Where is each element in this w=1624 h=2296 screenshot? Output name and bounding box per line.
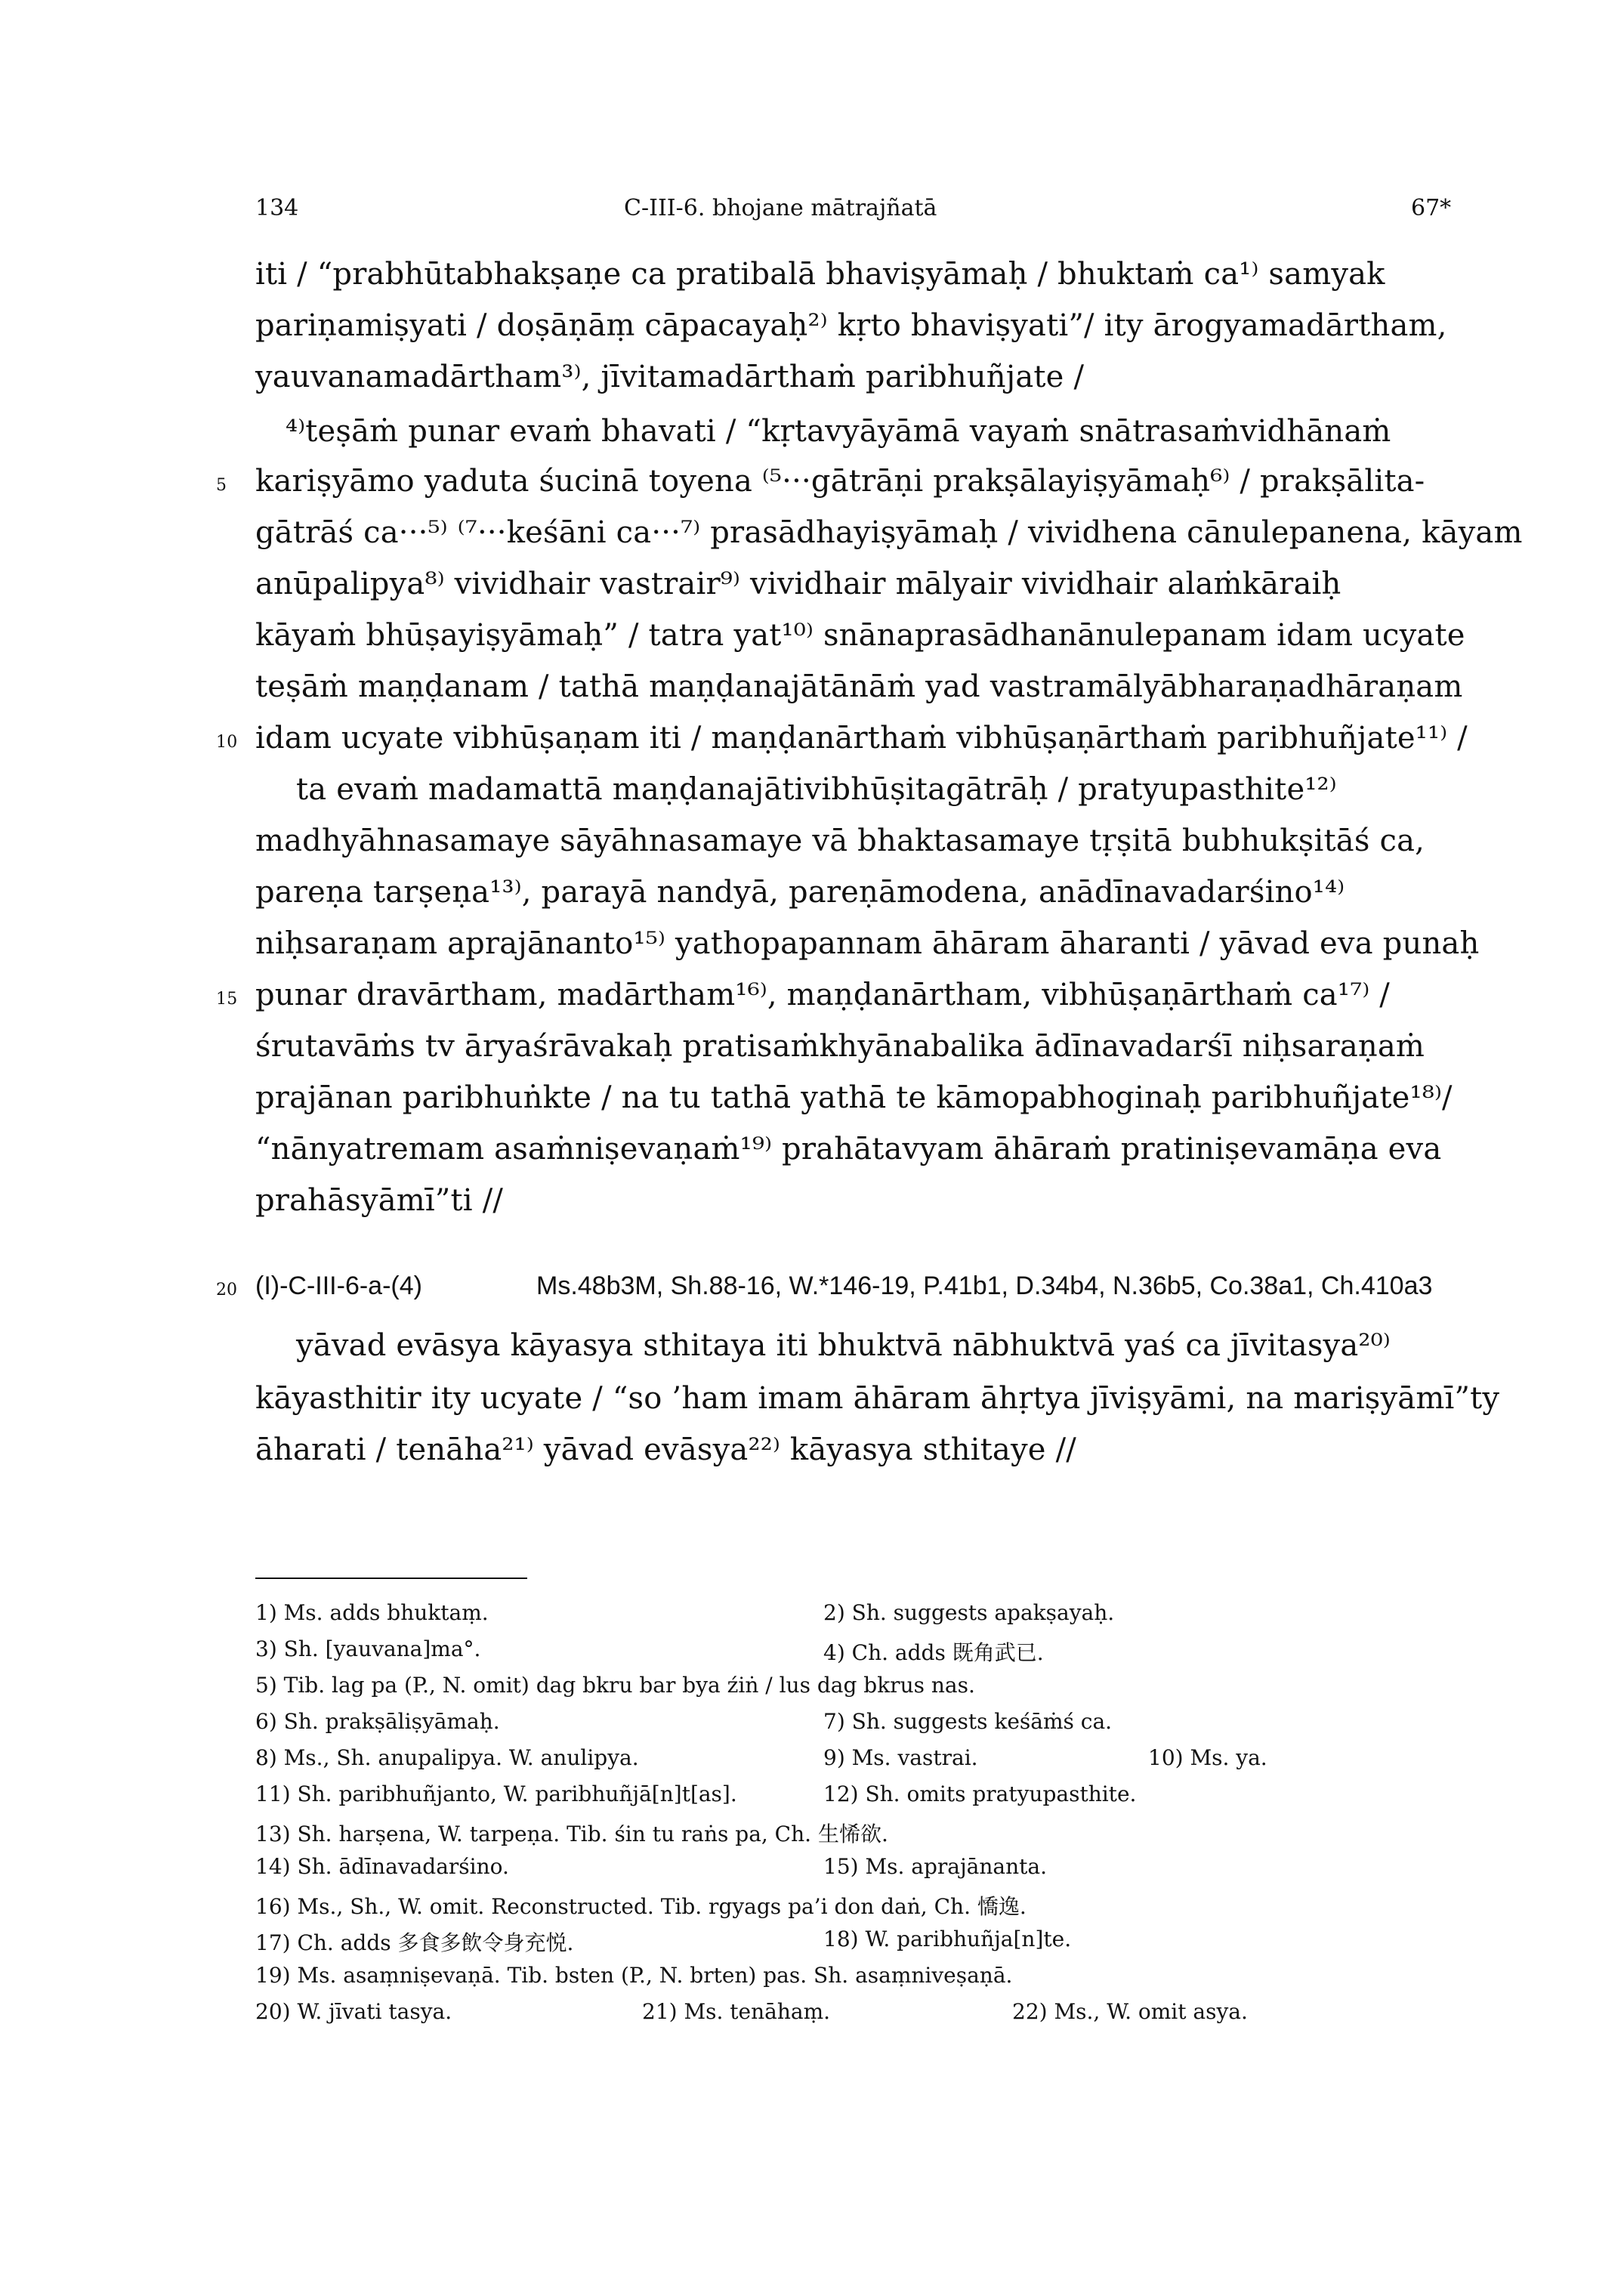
text-line: yāvad evāsya kāyasya sthitaya iti bhuktvā nābhuktvā yaś ca jīvitasya²⁰⁾: [296, 1328, 1391, 1363]
text-line: pareṇa tarṣeṇa¹³⁾, parayā nandyā, pareṇāmodena, anādīnavadarśino¹⁴⁾: [255, 875, 1345, 910]
line-number: 5: [216, 476, 227, 495]
footnote: 17) Ch. adds 多食多飲令身充悦.: [255, 1930, 574, 1955]
text-line: ta evaṁ madamattā maṇḍanajātivibhūṣitagātrāḥ / pratyupasthite¹²⁾: [296, 772, 1337, 807]
text-line: kariṣyāmo yaduta śucinā toyena ⁽⁵···gātrāṇi prakṣālayiṣyāmaḥ⁶⁾ / prakṣālita-: [255, 464, 1425, 499]
text-line: madhyāhnasamaye sāyāhnasamaye vā bhaktasamaye tṛṣitā bubhukṣitāś ca,: [255, 824, 1425, 858]
text-line-wrap: [216, 978, 1390, 1012]
text-line: iti / “prabhūtabhakṣaṇe ca pratibalā bhaviṣyāmaḥ / bhuktaṁ ca¹⁾ samyak: [255, 257, 1385, 292]
footnote: 11) Sh. paribhuñjanto, W. paribhuñjā[n]t[as].: [255, 1781, 737, 1806]
line-number: 15: [216, 990, 238, 1009]
page-number: 134: [255, 195, 299, 221]
footnote: 14) Sh. ādīnavadarśino.: [255, 1854, 509, 1879]
footnote: 1) Ms. adds bhuktaṃ.: [255, 1600, 489, 1625]
footnote: 12) Sh. omits pratyupasthite.: [823, 1781, 1137, 1806]
text-line: punar dravārtham, madārtham¹⁶⁾, maṇḍanārtham, vibhūṣaṇārthaṁ ca¹⁷⁾ /: [255, 978, 1390, 1012]
footnote: 7) Sh. suggests keśāṁś ca.: [823, 1709, 1113, 1734]
text-line: śrutavāṁs tv āryaśrāvakaḥ pratisaṁkhyānabalika ādīnavadarśī niḥsaraṇaṁ: [255, 1029, 1425, 1064]
text-line: idam ucyate vibhūṣaṇam iti / maṇḍanārthaṁ vibhūṣaṇārthaṁ paribhuñjate¹¹⁾ /: [255, 721, 1468, 756]
text-line: ⁴⁾teṣāṁ punar evaṁ bhavati / “kṛtavyāyāmā vayaṁ snātrasaṁvidhānaṁ: [286, 414, 1391, 449]
section-label: (I)-C-III-6-a-(4): [255, 1272, 422, 1300]
line-number: 10: [216, 733, 238, 752]
footnote: 3) Sh. [yauvana]ma°.: [255, 1636, 481, 1661]
text-line: prajānan paribhuṅkte / na tu tathā yathā te kāmopabhoginaḥ paribhuñjate¹⁸⁾/: [255, 1080, 1453, 1115]
footnote: 13) Sh. harṣena, W. tarpeṇa. Tib. śin tu raṅs pa, Ch. 生悕欲.: [255, 1822, 888, 1846]
section-label-wrap: [216, 1272, 422, 1301]
footnote: 21) Ms. tenāhaṃ.: [642, 1999, 831, 2024]
text-line: kāyasthitir ity ucyate / “so ’ham imam āhāram āhṛtya jīviṣyāmi, na mariṣyāmī”ty: [255, 1381, 1500, 1416]
running-title: C-III-6. bhojane mātrajñatā: [624, 195, 937, 221]
text-line: yauvanamadārtham³⁾, jīvitamadārthaṁ paribhuñjate /: [255, 360, 1085, 394]
footnote: 6) Sh. prakṣāliṣyāmaḥ.: [255, 1709, 500, 1734]
text-line: teṣāṁ maṇḍanam / tathā maṇḍanajātānāṁ yad vastramālyābharaṇadhāraṇam: [255, 669, 1463, 704]
footnote: 8) Ms., Sh. anupalipya. W. anulipya.: [255, 1745, 639, 1770]
text-line: niḥsaraṇam aprajānanto¹⁵⁾ yathopapannam āhāram āharanti / yāvad eva punaḥ: [255, 926, 1480, 961]
text-line: pariṇamiṣyati / doṣāṇāṃ cāpacayaḥ²⁾ kṛto bhaviṣyati”/ ity ārogyamadārtham,: [255, 308, 1447, 343]
footnote: 10) Ms. ya.: [1148, 1745, 1267, 1770]
footnote: 2) Sh. suggests apakṣayaḥ.: [823, 1600, 1115, 1625]
footnote: 9) Ms. vastrai.: [823, 1745, 978, 1770]
text-line: prahāsyāmī”ti //: [255, 1183, 504, 1218]
footnote: 16) Ms., Sh., W. omit. Reconstructed. Tib. rgyags pa’i don daṅ, Ch. 憍逸.: [255, 1894, 1027, 1919]
footnote: 5) Tib. lag pa (P., N. omit) dag bkru bar bya źiṅ / lus dag bkrus nas.: [255, 1673, 975, 1698]
footnote: 22) Ms., W. omit asya.: [1012, 1999, 1248, 2024]
footnote: 20) W. jīvati tasya.: [255, 1999, 452, 2024]
line-number: 20: [216, 1281, 237, 1299]
footnote-divider: [255, 1578, 527, 1579]
footnote: 15) Ms. aprajānanta.: [823, 1854, 1047, 1879]
text-line: anūpalipya⁸⁾ vividhair vastrair⁹⁾ vividhair mālyair vividhair alaṁkāraiḥ: [255, 567, 1341, 601]
footnote: 18) W. paribhuñja[n]te.: [823, 1927, 1072, 1951]
text-line-wrap: [216, 721, 1468, 756]
text-line: gātrāś ca···⁵⁾ ⁽⁷···keśāni ca···⁷⁾ prasādhayiṣyāmaḥ / vividhena cānulepanena, kāyam: [255, 515, 1523, 550]
section-references: Ms.48b3M, Sh.88-16, W.*146-19, P.41b1, D.34b4, N.36b5, Co.38a1, Ch.410a3: [536, 1272, 1433, 1300]
folio-number: 67*: [1411, 195, 1452, 221]
footnote: 4) Ch. adds 既角武已.: [823, 1640, 1044, 1665]
text-line-wrap: [216, 464, 1425, 499]
text-line: kāyaṁ bhūṣayiṣyāmaḥ” / tatra yat¹⁰⁾ snānaprasādhanānulepanam idam ucyate: [255, 618, 1465, 653]
text-line: “nānyatremam asaṁniṣevaṇaṁ¹⁹⁾ prahātavyam āhāraṁ pratiniṣevamāṇa eva: [255, 1132, 1442, 1167]
text-line: āharati / tenāha²¹⁾ yāvad evāsya²²⁾ kāyasya sthitaye //: [255, 1432, 1076, 1467]
footnote: 19) Ms. asaṃniṣevaṇā. Tib. bsten (P., N. brten) pas. Sh. asaṃniveṣaṇā.: [255, 1963, 1013, 1988]
